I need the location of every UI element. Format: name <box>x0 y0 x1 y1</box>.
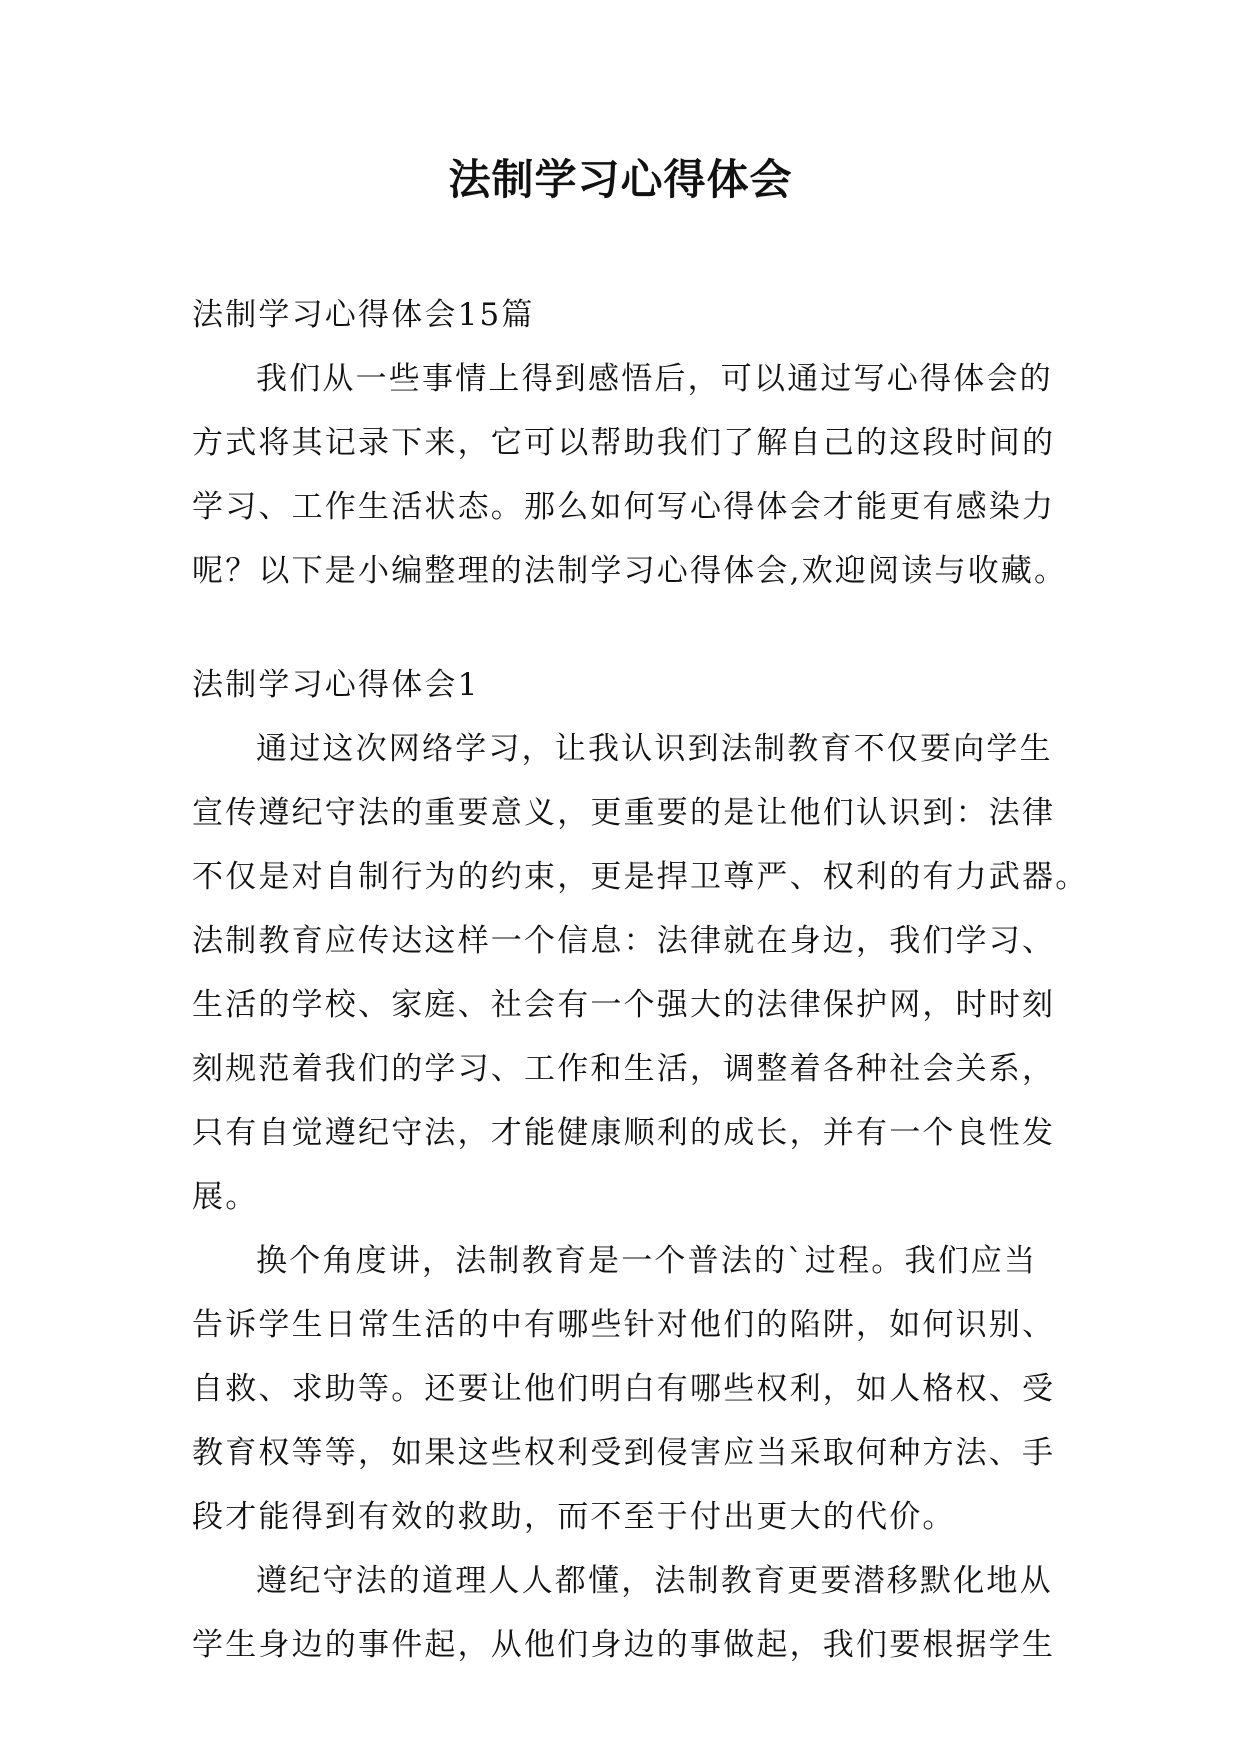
paragraph-line: 我们从一些事情上得到感悟后，可以通过写心得体会的 <box>256 361 1053 397</box>
paragraph-line: 刻规范着我们的学习、工作和生活，调整着各种社会关系， <box>192 1051 1056 1087</box>
subtitle: 法制学习心得体会15篇 <box>192 297 535 333</box>
paragraph-line: 段才能得到有效的救助，而不至于付出更大的代价。 <box>192 1499 956 1535</box>
paragraph-line: 方式将其记录下来，它可以帮助我们了解自己的这段时间的 <box>192 425 1056 461</box>
paragraph-line: 不仅是对自制行为的约束，更是捍卫尊严、权利的有力武器。 <box>192 859 1089 895</box>
paragraph-line: 展。 <box>192 1179 259 1215</box>
paragraph-line: 遵纪守法的道理人人都懂，法制教育更要潜移默化地从 <box>256 1563 1053 1599</box>
paragraph-line: 学生身边的事件起，从他们身边的事做起，我们要根据学生 <box>192 1627 1056 1663</box>
paragraph-line: 换个角度讲，法制教育是一个普法的`过程。我们应当 <box>256 1243 1038 1279</box>
paragraph-line: 告诉学生日常生活的中有哪些针对他们的陷阱，如何识别、 <box>192 1307 1056 1343</box>
section1-paragraph-1 <box>192 717 1089 1229</box>
section1-paragraph-3 <box>192 1549 1056 1677</box>
section1-paragraph-2 <box>192 1229 1056 1549</box>
document-body <box>192 283 1089 1677</box>
paragraph-line: 呢？以下是小编整理的法制学习心得体会,欢迎阅读与收藏。 <box>192 553 1068 589</box>
paragraph-line: 法制教育应传达这样一个信息：法律就在身边，我们学习、 <box>192 923 1056 959</box>
paragraph-line: 教育权等等，如果这些权利受到侵害应当采取何种方法、手 <box>192 1435 1056 1471</box>
intro-paragraph <box>192 347 1068 603</box>
document-title: 法制学习心得体会 <box>448 155 793 204</box>
paragraph-line: 自救、求助等。还要让他们明白有哪些权利，如人格权、受 <box>192 1371 1056 1407</box>
section-heading: 法制学习心得体会1 <box>192 667 480 703</box>
paragraph-line: 只有自觉遵纪守法，才能健康顺利的成长，并有一个良性发 <box>192 1115 1056 1151</box>
paragraph-line: 通过这次网络学习，让我认识到法制教育不仅要向学生 <box>256 731 1053 767</box>
paragraph-line: 宣传遵纪守法的重要意义，更重要的是让他们认识到：法律 <box>192 795 1056 831</box>
paragraph-line: 生活的学校、家庭、社会有一个强大的法律保护网，时时刻 <box>192 987 1056 1023</box>
paragraph-line: 学习、工作生活状态。那么如何写心得体会才能更有感染力 <box>192 489 1056 525</box>
